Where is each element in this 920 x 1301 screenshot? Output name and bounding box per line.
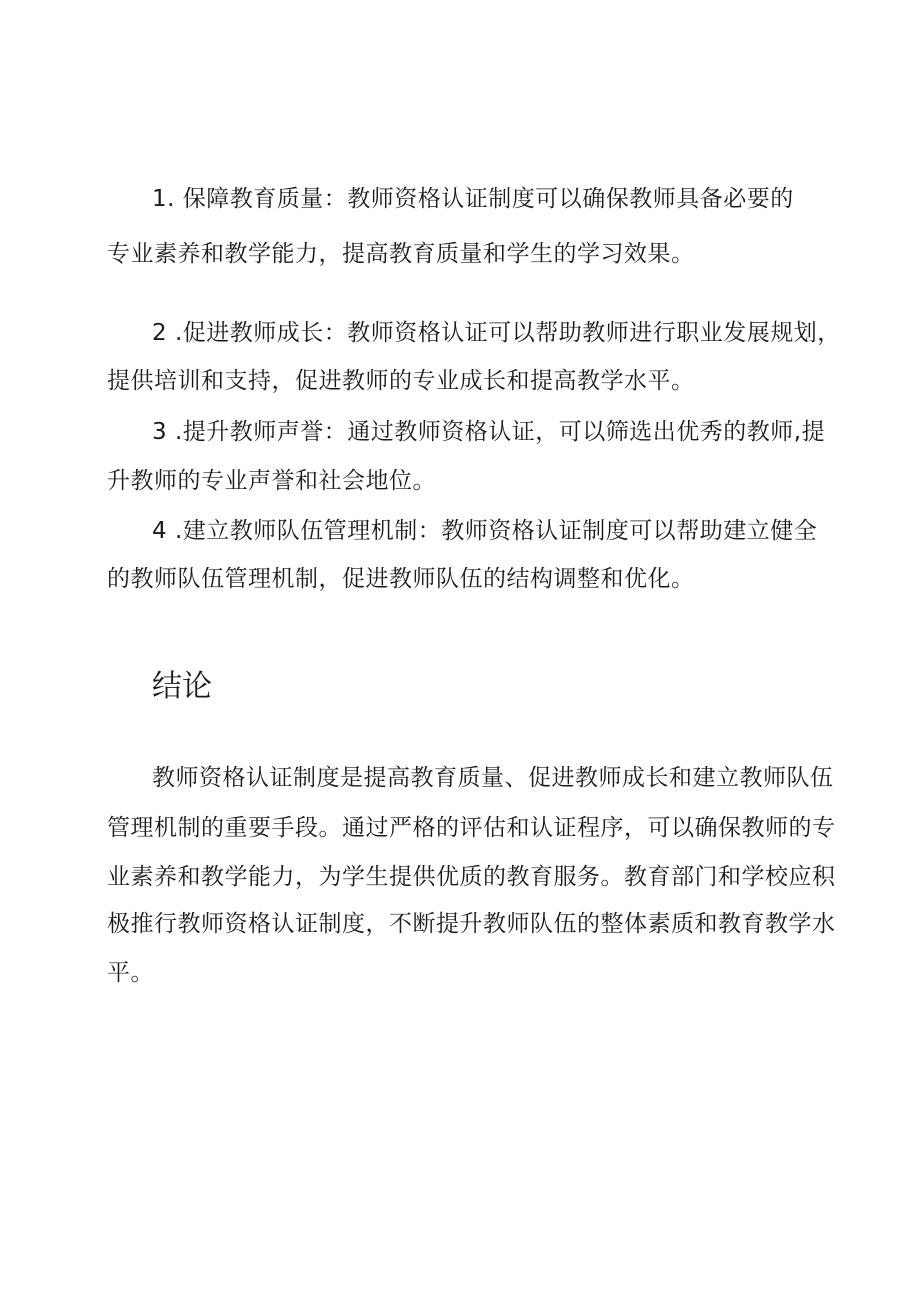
item-4-line-1: 4 .建立教师队伍管理机制：教师资格认证制度可以帮助建立健全: [152, 518, 818, 544]
conclusion-line-2: 管理机制的重要手段。通过严格的评估和认证程序，可以确保教师的专: [107, 815, 836, 841]
item-2-line-2: 提供培训和支持，促进教师的专业成长和提高教学水平。: [107, 368, 695, 394]
conclusion-line-4: 极推行教师资格认证制度，不断提升教师队伍的整体素质和教育教学水: [107, 911, 836, 937]
conclusion-line-1: 教师资格认证制度是提高教育质量、促进教师成长和建立教师队伍: [152, 765, 834, 791]
item-1-line-2: 专业素养和教学能力，提高教育质量和学生的学习效果。: [107, 241, 695, 267]
conclusion-line-5: 平。: [107, 960, 154, 986]
item-1-line-1: 1. 保障教育质量：教师资格认证制度可以确保教师具备必要的: [152, 186, 794, 212]
item-3-line-1: 3 .提升教师声誉：通过教师资格认证，可以筛选出优秀的教师,提: [152, 419, 826, 445]
item-4-line-2: 的教师队伍管理机制，促进教师队伍的结构调整和优化。: [107, 566, 695, 592]
conclusion-heading: 结论: [152, 669, 212, 704]
item-2-line-1: 2 .促进教师成长：教师资格认证可以帮助教师进行职业发展规划，: [152, 320, 841, 346]
item-3-line-2: 升教师的专业声誉和社会地位。: [107, 468, 436, 494]
conclusion-line-3: 业素养和教学能力，为学生提供优质的教育服务。教育部门和学校应积: [107, 864, 836, 890]
